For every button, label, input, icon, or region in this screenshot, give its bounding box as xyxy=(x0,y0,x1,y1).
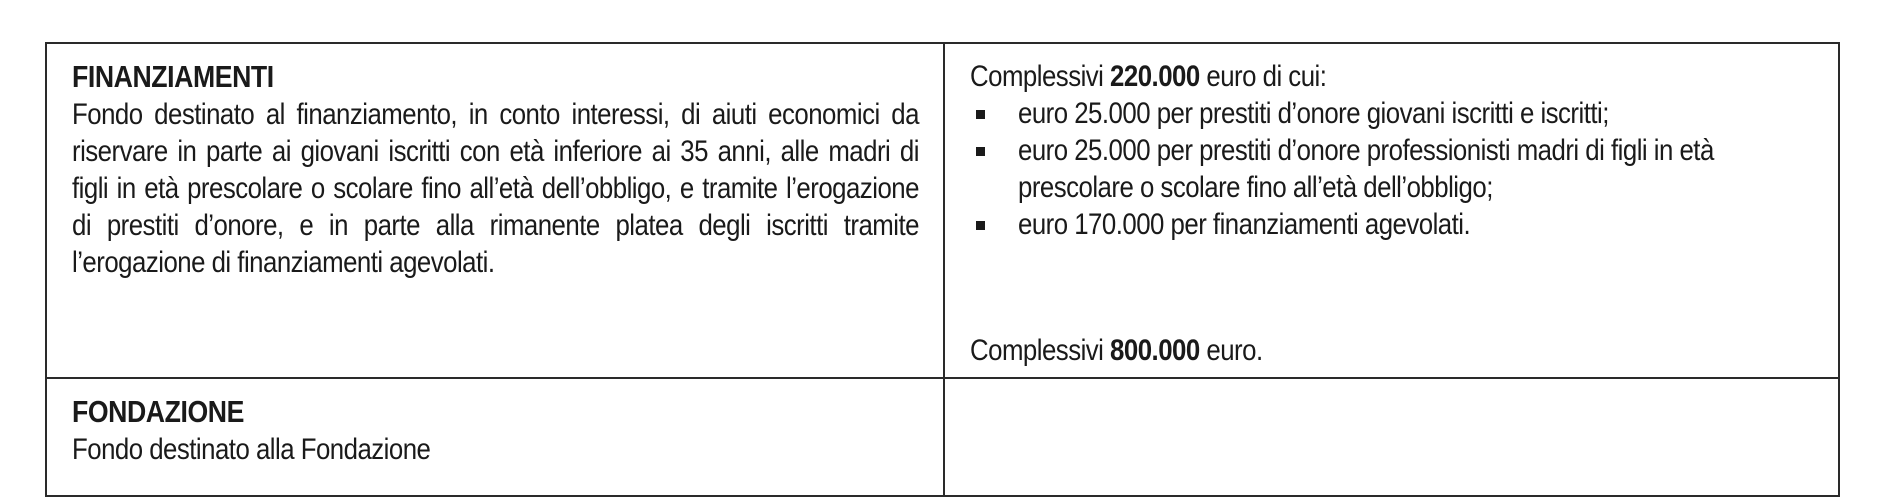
finanziamenti-row xyxy=(46,43,1839,378)
list-item-text: euro 25.000 per prestiti d’onore professionisti madri di figli in età prescolare o scolare fino all’età dell’obbligo; xyxy=(1018,134,1714,204)
fondazione-description: Fondo destinato alla Fondazione xyxy=(72,433,431,466)
square-bullet-icon xyxy=(976,110,985,119)
fondazione-description-cell xyxy=(46,378,944,496)
list-item xyxy=(970,95,1818,132)
finanziamenti-title: FINANZIAMENTI xyxy=(72,59,274,94)
finanziamenti-description-cell xyxy=(46,43,944,378)
fondazione-total-amount: 800.000 xyxy=(1110,334,1200,367)
finanziamenti-total-prefix: Complessivi xyxy=(970,60,1104,93)
list-item-text: euro 170.000 per finanziamenti agevolati. xyxy=(1018,208,1471,241)
fondazione-amount-cell xyxy=(944,334,1839,496)
funds-table xyxy=(45,42,1840,497)
finanziamenti-description: Fondo destinato al finanziamento, in conto interessi, di aiuti economici da riservare in parte ai giovani iscritti con età inferiore ai 35 anni, alle madri di figli in età prescolare o scolare fino all’età dell’obbligo, e tramite l’erogazione di prestiti d’onore, e in parte alla rimanente platea degli iscritti tramite l’erogazione di finanziamenti agevolati. xyxy=(72,98,919,279)
list-item-text: euro 25.000 per prestiti d’onore giovani iscritti e iscritti; xyxy=(1018,97,1609,130)
fondazione-title: FONDAZIONE xyxy=(72,394,244,429)
finanziamenti-total-amount: 220.000 xyxy=(1110,60,1200,93)
list-item xyxy=(970,132,1818,206)
square-bullet-icon xyxy=(976,147,985,156)
finanziamenti-amount-cell xyxy=(944,43,1839,378)
finanziamenti-total xyxy=(970,58,1699,95)
fondazione-total-suffix: euro. xyxy=(1206,334,1263,367)
list-item xyxy=(970,206,1818,243)
fondazione-total xyxy=(970,332,1263,369)
fondazione-row xyxy=(46,378,1839,496)
finanziamenti-breakdown-list xyxy=(970,95,1818,243)
fondazione-total-prefix: Complessivi xyxy=(970,334,1104,367)
finanziamenti-total-suffix: euro di cui: xyxy=(1206,60,1327,93)
square-bullet-icon xyxy=(976,221,985,230)
